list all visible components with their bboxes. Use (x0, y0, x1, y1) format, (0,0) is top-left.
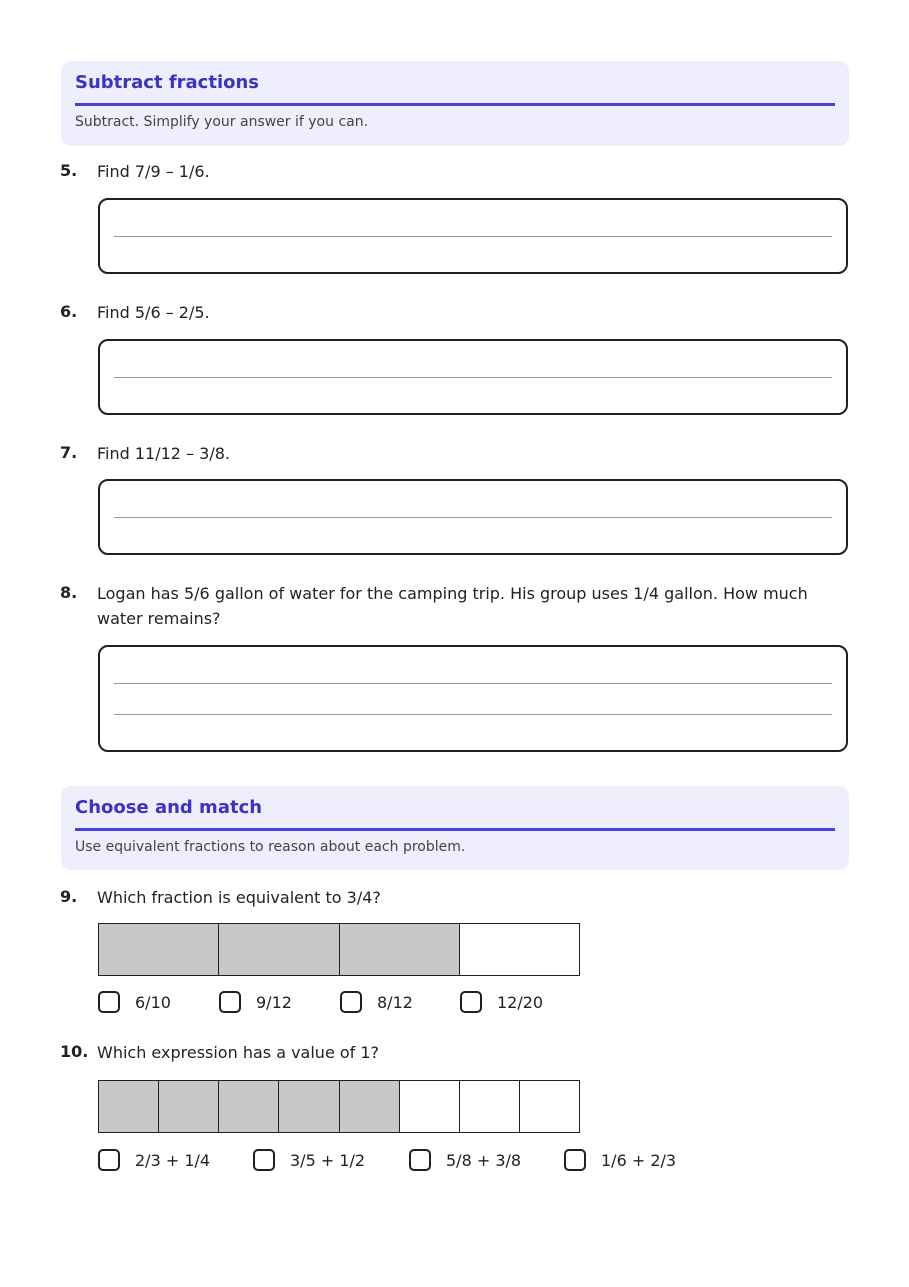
answer-line (114, 683, 832, 684)
option-label: 8/12 (377, 992, 413, 1012)
fraction-bar-model-10 (98, 1080, 580, 1133)
option-10-a[interactable] (98, 1147, 210, 1173)
bar-cell-shaded (99, 924, 219, 975)
checkbox[interactable] (98, 1149, 120, 1171)
question-text-6: Find 5/6 – 2/5. (97, 303, 210, 322)
option-label: 9/12 (256, 992, 292, 1012)
bar-cell-shaded (219, 924, 339, 975)
option-label: 6/10 (135, 992, 171, 1012)
answer-box-7[interactable] (98, 479, 848, 555)
checkbox[interactable] (219, 991, 241, 1013)
bar-cell-empty (460, 1081, 520, 1132)
bar-cell-empty (520, 1081, 579, 1132)
question-text-7: Find 11/12 – 3/8. (97, 444, 230, 463)
option-label: 3/5 + 1/2 (290, 1150, 366, 1170)
answer-line (114, 377, 832, 378)
bar-cell-empty (460, 924, 579, 975)
option-10-b[interactable] (253, 1147, 365, 1173)
option-label: 1/6 + 2/3 (601, 1150, 677, 1170)
bar-cell-shaded (219, 1081, 279, 1132)
option-9-a[interactable] (98, 989, 171, 1015)
option-9-c[interactable] (340, 989, 413, 1015)
answer-line (114, 714, 832, 715)
question-number-7: 7. (60, 443, 78, 462)
question-text-5: Find 7/9 – 1/6. (97, 162, 210, 181)
bar-cell-shaded (99, 1081, 159, 1132)
question-number-6: 6. (60, 302, 78, 321)
answer-line (114, 517, 832, 518)
section-header-subtract-fractions (61, 61, 849, 146)
bar-cell-shaded (340, 1081, 400, 1132)
checkbox[interactable] (460, 991, 482, 1013)
bar-cell-shaded (159, 1081, 219, 1132)
question-number-10: 10. (60, 1042, 89, 1061)
checkbox[interactable] (409, 1149, 431, 1171)
option-label: 12/20 (497, 992, 544, 1012)
option-10-c[interactable] (409, 1147, 521, 1173)
section-instructions: Subtract. Simplify your answer if you can. (75, 114, 369, 130)
answer-box-6[interactable] (98, 339, 848, 415)
bar-cell-shaded (279, 1081, 339, 1132)
answer-box-8[interactable] (98, 645, 848, 752)
answer-box-5[interactable] (98, 198, 848, 274)
section-divider (75, 828, 835, 831)
option-label: 2/3 + 1/4 (135, 1150, 211, 1170)
option-9-d[interactable] (460, 989, 543, 1015)
section-header-choose-and-match (61, 786, 849, 870)
answer-line (114, 236, 832, 237)
checkbox[interactable] (253, 1149, 275, 1171)
checkbox[interactable] (564, 1149, 586, 1171)
checkbox[interactable] (98, 991, 120, 1013)
question-number-5: 5. (60, 161, 78, 180)
checkbox[interactable] (340, 991, 362, 1013)
bar-cell-shaded (340, 924, 460, 975)
fraction-bar-model-9 (98, 923, 580, 976)
question-number-8: 8. (60, 583, 78, 602)
option-9-b[interactable] (219, 989, 292, 1015)
question-text-9: Which fraction is equivalent to 3/4? (97, 888, 381, 907)
section-title: Subtract fractions (75, 72, 260, 93)
option-10-d[interactable] (564, 1147, 676, 1173)
question-text-8: Logan has 5/6 gallon of water for the camping trip. His group uses 1/4 gallon. How much water remains? (97, 584, 808, 628)
section-title: Choose and match (75, 797, 263, 818)
question-number-9: 9. (60, 887, 78, 906)
option-label: 5/8 + 3/8 (446, 1150, 522, 1170)
question-text-10: Which expression has a value of 1? (97, 1043, 380, 1062)
bar-cell-empty (400, 1081, 460, 1132)
section-instructions: Use equivalent fractions to reason about each problem. (75, 839, 466, 855)
section-divider (75, 103, 835, 106)
